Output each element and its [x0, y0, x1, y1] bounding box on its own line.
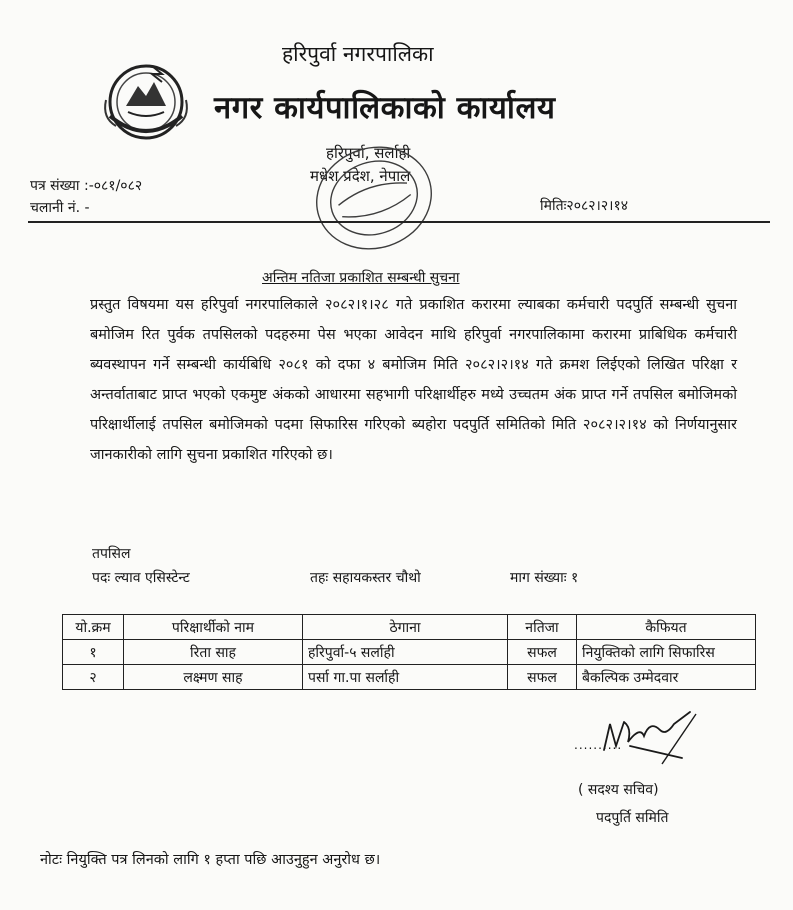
office-title: नगर कार्यपालिकाको कार्यालय	[214, 90, 556, 126]
cell-result: सफल	[508, 640, 577, 665]
demand-info: माग संख्याः १	[510, 570, 579, 586]
table-row	[63, 665, 756, 690]
cell-remarks: नियुक्तिको लागि सिफारिस	[577, 640, 756, 665]
dispatch-number: चलानी नं. -	[30, 200, 90, 216]
office-stamp-icon	[308, 140, 440, 256]
header-remarks: कैफियत	[577, 615, 756, 640]
header-address: ठेगाना	[303, 615, 508, 640]
level-info: तहः सहायकस्तर चौथो	[310, 570, 421, 586]
footer-note: नोटः नियुक्ति पत्र लिनको लागि १ हप्ता पछि आउनुहुन अनुरोध छ।	[40, 852, 381, 868]
table-row	[63, 640, 756, 665]
cell-name: लक्ष्मण साह	[124, 665, 303, 690]
notice-title: अन्तिम नतिजा प्रकाशित सम्बन्धी सुचना	[262, 270, 460, 286]
municipality-name: हरिपुर्वा नगरपालिका	[282, 42, 434, 66]
cell-address: हरिपुर्वा-५ सर्लाही	[303, 640, 508, 665]
letter-number: पत्र संख्या :-०८१/०८२	[30, 178, 143, 194]
cell-serial: १	[63, 640, 124, 665]
result-table	[62, 614, 756, 690]
notice-body: प्रस्तुत विषयमा यस हरिपुर्वा नगरपालिकाले २०८२।१।२८ गते प्रकाशित करारमा ल्याबका कर्मचारी पदपुर्ति सम्बन्धी सुचना बमोजिम रित पुर्वक तपसिलको पदहरुमा पेस भएका आवेदन माथि हरिपुर्वा नगरपालिकामा करारमा प्राबिधिक कर्मचारी ब्यवस्थापन गर्ने सम्बन्धी कार्यबिधि २०८१ को दफा ४ बमोजिम मिति २०८२।२।१४ गते क्रमश लिईएको लिखित परिक्षा र अन्तर्वाताबाट प्राप्त भएको एकमुष्ट अंकको आधारमा सहभागी परिक्षार्थीहरु मध्ये उच्चतम अंक प्राप्त गर्ने तपसिल बमोजिमको परिक्षार्थीलाई तपसिल बमोजिमको पदमा सिफारिस गरिएको ब्यहोरा पदपुर्ति समितिको मिति २०८२।२।१४ को निर्णयानुसार जानकारीको लागि सुचना प्रकाशित गरिएको छ।	[90, 297, 737, 463]
cell-remarks: बैकल्पिक उम्मेदवार	[577, 665, 756, 690]
signatory-committee: पदपुर्ति समिति	[596, 810, 669, 826]
header-name: परिक्षार्थीको नाम	[124, 615, 303, 640]
signature-icon	[570, 706, 720, 768]
header-result: नतिजा	[508, 615, 577, 640]
issue-date: मितिः२०८२।२।१४	[540, 198, 629, 214]
signature-line: ..........	[574, 738, 623, 752]
cell-result: सफल	[508, 665, 577, 690]
address-line-1: हरिपुर्वा, सर्लाही	[326, 144, 411, 162]
header-divider	[28, 221, 770, 223]
signatory-role: ( सदश्य सचिव)	[578, 782, 659, 798]
address-line-2: मधेश प्रदेश, नेपाल	[310, 167, 411, 185]
table-header-row	[63, 615, 756, 640]
schedule-label: तपसिल	[92, 546, 131, 562]
cell-serial: २	[63, 665, 124, 690]
post-info: पदः ल्याव एसिस्टेन्ट	[92, 570, 190, 586]
cell-name: रिता साह	[124, 640, 303, 665]
header-serial: यो.क्रम	[63, 615, 124, 640]
cell-address: पर्सा गा.पा सर्लाही	[303, 665, 508, 690]
nepal-emblem-icon	[96, 56, 196, 142]
